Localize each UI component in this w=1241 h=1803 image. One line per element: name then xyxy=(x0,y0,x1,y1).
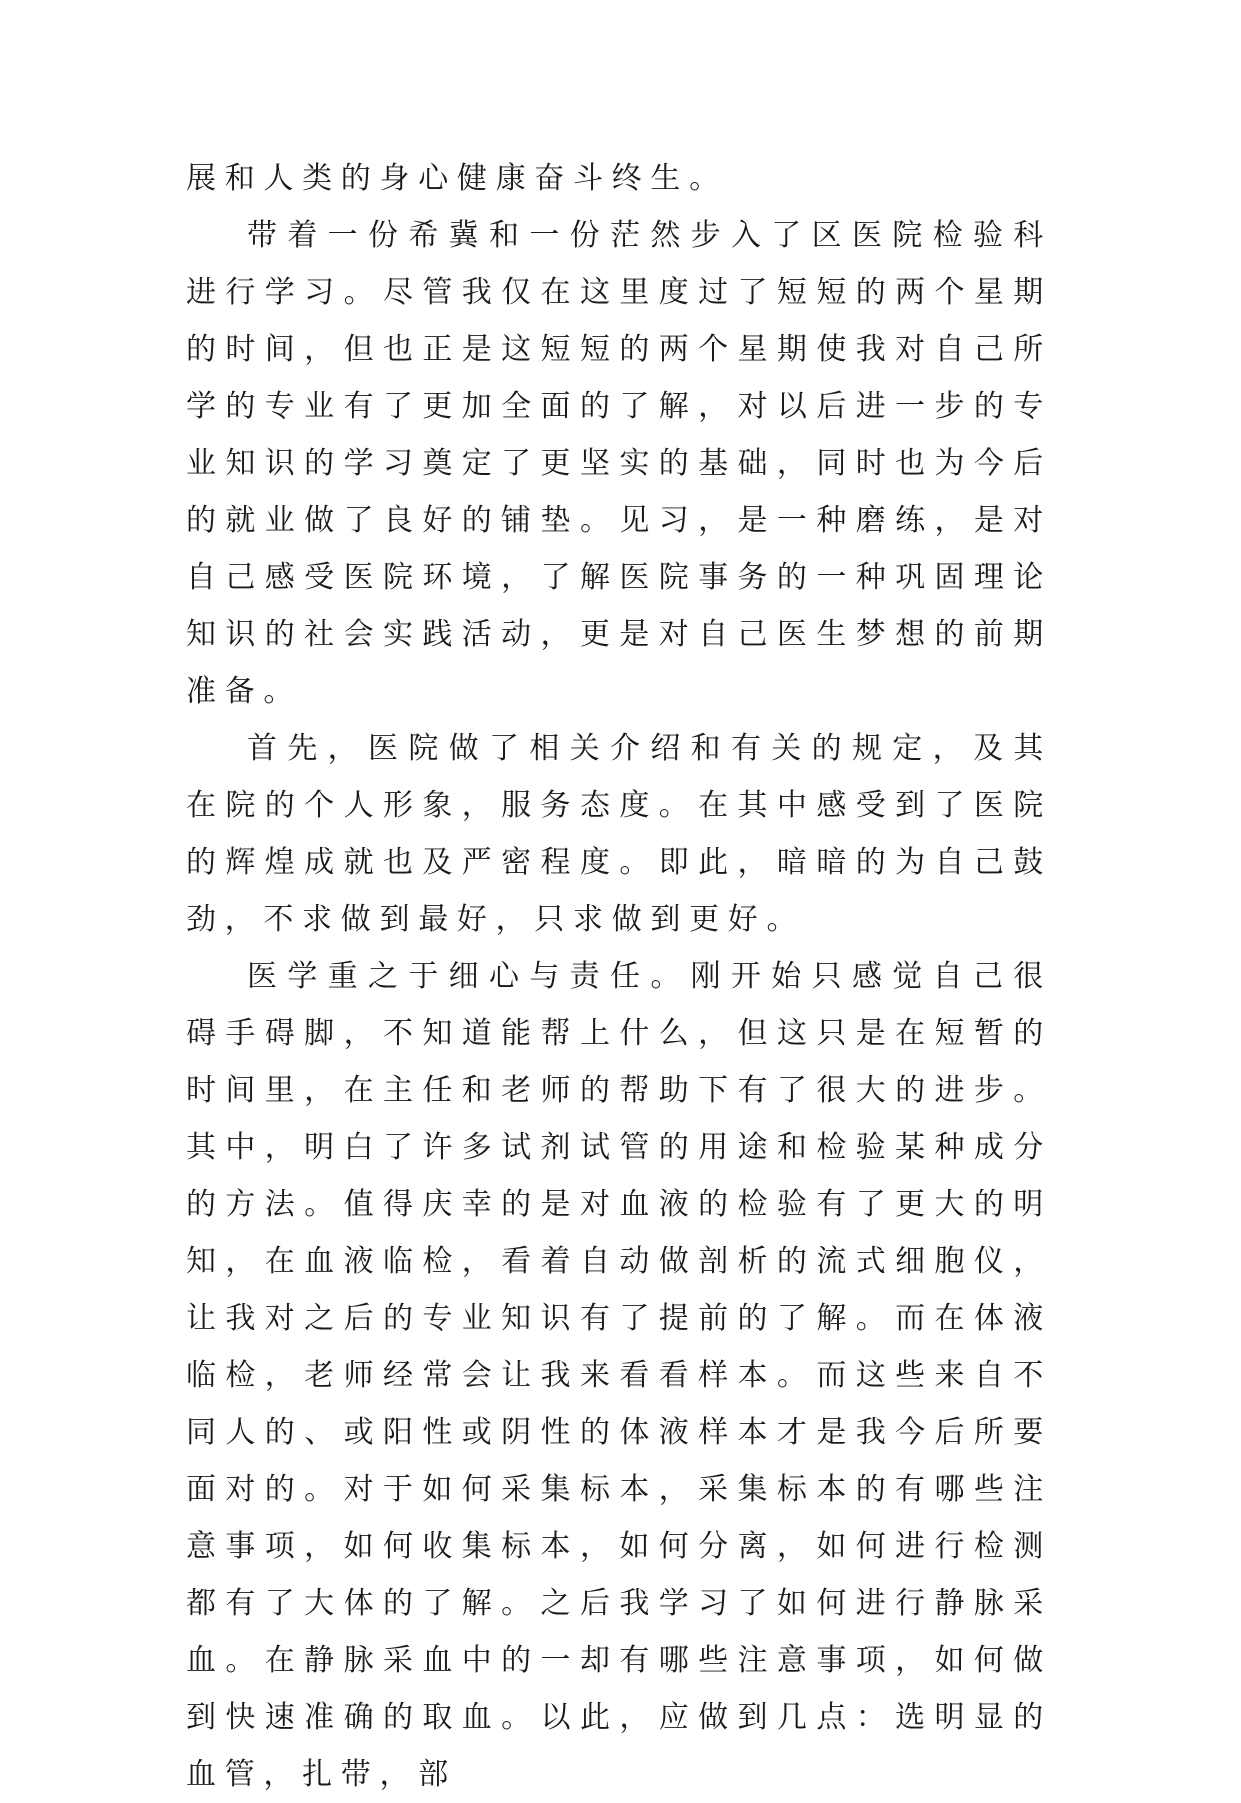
paragraph-internship-intro: 带着一份希冀和一份茫然步入了区医院检验科进行学习。尽管我仅在这里度过了短短的两个星期的时间，但也正是这短短的两个星期使我对自己所学的专业有了更加全面的了解，对以后进一步的专业知识的学习奠定了更坚实的基础，同时也为今后的就业做了良好的铺垫。见习，是一种磨练，是对自己感受医院环境，了解医院事务的一种巩固理论知识的社会实践活动，更是对自己医生梦想的前期准备。 xyxy=(186,218,1052,709)
body-text xyxy=(186,150,1052,1803)
paragraph-hospital-rules: 首先，医院做了相关介绍和有关的规定，及其在院的个人形象，服务态度。在其中感受到了医院的辉煌成就也及严密程度。即此，暗暗的为自己鼓劲，不求做到最好，只求做到更好。 xyxy=(186,731,1052,937)
paragraph-lab-learning: 医学重之于细心与责任。刚开始只感觉自己很碍手碍脚，不知道能帮上什么，但这只是在短暂的时间里，在主任和老师的帮助下有了很大的进步。其中，明白了许多试剂试管的用途和检验某种成分的方法。值得庆幸的是对血液的检验有了更大的明知，在血液临检，看着自动做剖析的流式细胞仪，让我对之后的专业知识有了提前的了解。而在体液临检，老师经常会让我来看看样本。而这些来自不同人的、或阳性或阴性的体液样本才是我今后所要面对的。对于如何采集标本，采集标本的有哪些注意事项，如何收集标本，如何分离，如何进行检测都有了大体的了解。之后我学习了如何进行静脉采血。在静脉采血中的一却有哪些注意事项，如何做到快速准确的取血。以此，应做到几点：选明显的血管，扎带，部 xyxy=(186,959,1052,1792)
paragraph-continuation: 展和人类的身心健康奋斗终生。 xyxy=(186,161,728,196)
